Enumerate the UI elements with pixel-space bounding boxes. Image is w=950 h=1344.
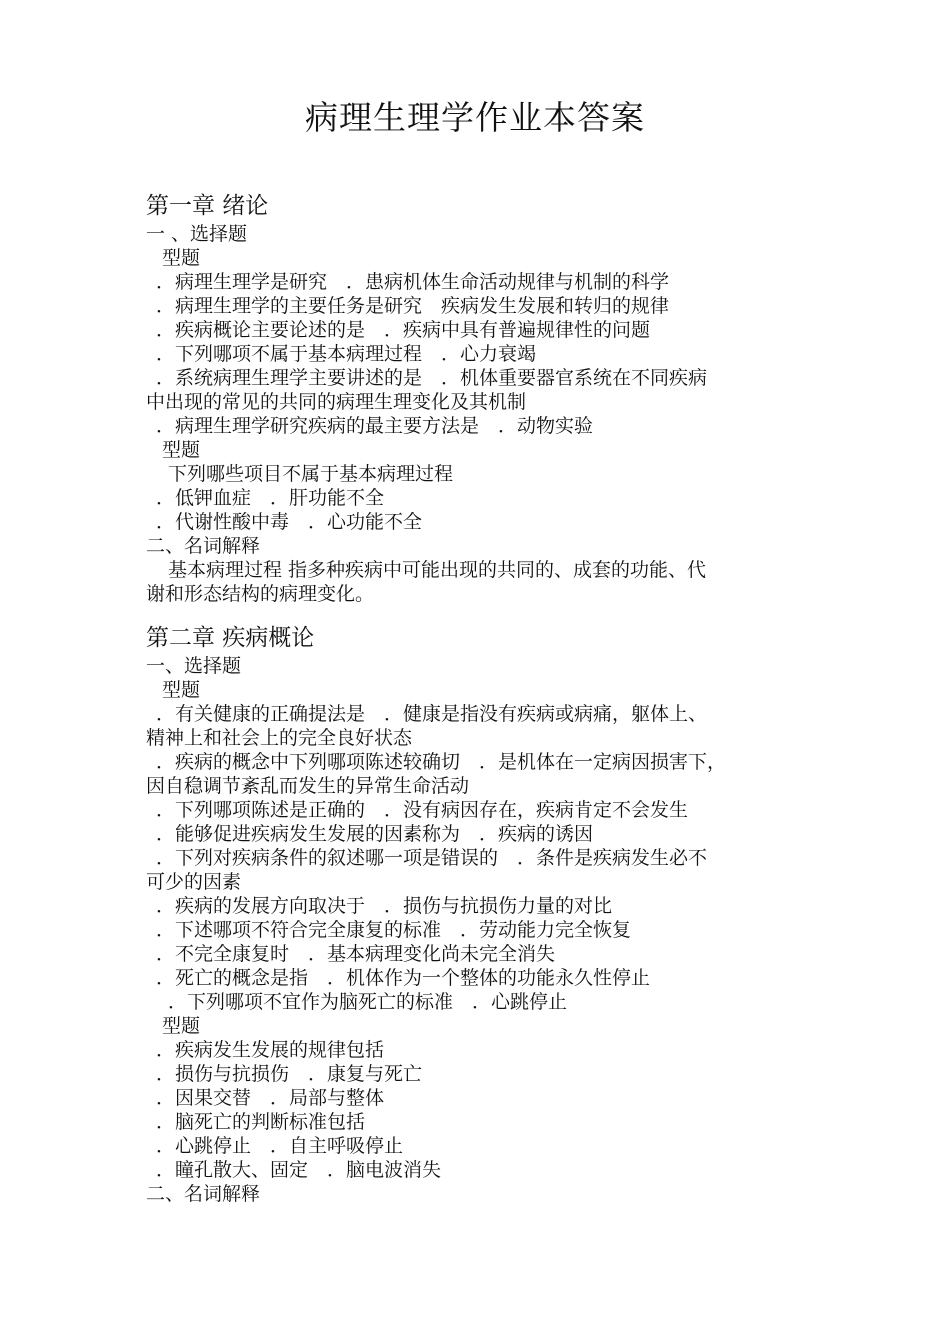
chapter-2-heading: 第二章 疾病概论	[146, 625, 315, 651]
ch2-type-a-label: 型题	[162, 679, 201, 701]
ch2-x-question-1-options-b: ．因果交替 ．局部与整体	[156, 1087, 385, 1109]
ch1-section-terms: 二、名词解释	[146, 535, 261, 557]
ch2-question-9: ．死亡的概念是指 ．机体作为一个整体的功能永久性停止	[156, 967, 651, 989]
ch2-section-choice: 一、选择题	[146, 655, 242, 677]
ch1-x-question-1: 下列哪些项目不属于基本病理过程	[168, 463, 454, 485]
ch2-question-1-cont: 精神上和社会上的完全良好状态	[146, 727, 413, 749]
ch2-question-5-cont: 可少的因素	[146, 871, 242, 893]
ch1-x-question-1-options-b: ．代谢性酸中毒 ．心功能不全	[156, 511, 423, 533]
ch1-question-2: ．病理生理学的主要任务是研究 疾病发生发展和转归的规律	[156, 295, 670, 317]
ch1-definition-1: 基本病理过程 指多种疾病中可能出现的共同的、成套的功能、代	[168, 559, 707, 581]
ch2-question-2-cont: 因自稳调节紊乱而发生的异常生命活动	[146, 775, 470, 797]
ch1-type-a-label: 型题	[162, 247, 201, 269]
ch2-question-1: ．有关健康的正确提法是 ．健康是指没有疾病或病痛，躯体上、	[156, 703, 708, 725]
ch2-x-question-2: ．脑死亡的判断标准包括	[156, 1111, 366, 1133]
ch2-x-question-1: ．疾病发生发展的规律包括	[156, 1039, 385, 1061]
ch2-question-5: ．下列对疾病条件的叙述哪一项是错误的 ．条件是疾病发生必不	[156, 847, 708, 869]
document-body	[146, 190, 810, 1206]
ch2-x-question-2-options-b: ．瞳孔散大、固定 ．脑电波消失	[156, 1159, 442, 1181]
ch1-question-4: ．下列哪项不属于基本病理过程 ．心力衰竭	[156, 343, 537, 365]
ch2-section-terms: 二、名词解释	[146, 1183, 261, 1205]
ch1-question-6: ．病理生理学研究疾病的最主要方法是 ．动物实验	[156, 415, 594, 437]
ch2-question-2: ．疾病的概念中下列哪项陈述较确切 ．是机体在一定病因损害下，	[156, 751, 727, 773]
ch2-type-x-label: 型题	[162, 1015, 201, 1037]
ch1-question-5: ．系统病理生理学主要讲述的是 ．机体重要器官系统在不同疾病	[156, 367, 708, 389]
ch1-x-question-1-options-a: ．低钾血症 ．肝功能不全	[156, 487, 385, 509]
ch2-question-4: ．能够促进疾病发生发展的因素称为 ．疾病的诱因	[156, 823, 594, 845]
chapter-1-heading: 第一章 绪论	[146, 193, 269, 219]
ch2-question-7: ．下述哪项不符合完全康复的标准 ．劳动能力完全恢复	[156, 919, 632, 941]
ch2-question-8: ．不完全康复时 ．基本病理变化尚未完全消失	[156, 943, 556, 965]
ch1-question-3: ．疾病概论主要论述的是 ．疾病中具有普遍规律性的问题	[156, 319, 651, 341]
document-title: 病理生理学作业本答案	[305, 98, 645, 137]
ch1-definition-1-cont: 谢和形态结构的病理变化。	[146, 583, 375, 605]
ch1-question-5-cont: 中出现的常见的共同的病理生理变化及其机制	[146, 391, 527, 413]
ch1-question-1: ．病理生理学是研究 ．患病机体生命活动规律与机制的科学	[156, 271, 670, 293]
ch2-question-6: ．疾病的发展方向取决于 ．损伤与抗损伤力量的对比	[156, 895, 613, 917]
ch2-question-3: ．下列哪项陈述是正确的 ．没有病因存在，疾病肯定不会发生	[156, 799, 689, 821]
ch2-question-10: ．下列哪项不宜作为脑死亡的标准 ．心跳停止	[168, 991, 568, 1013]
ch2-x-question-1-options-a: ．损伤与抗损伤 ．康复与死亡	[156, 1063, 423, 1085]
ch2-x-question-2-options-a: ．心跳停止 ．自主呼吸停止	[156, 1135, 404, 1157]
ch1-type-x-label: 型题	[162, 439, 201, 461]
ch1-section-choice: 一 、选择题	[146, 223, 248, 245]
